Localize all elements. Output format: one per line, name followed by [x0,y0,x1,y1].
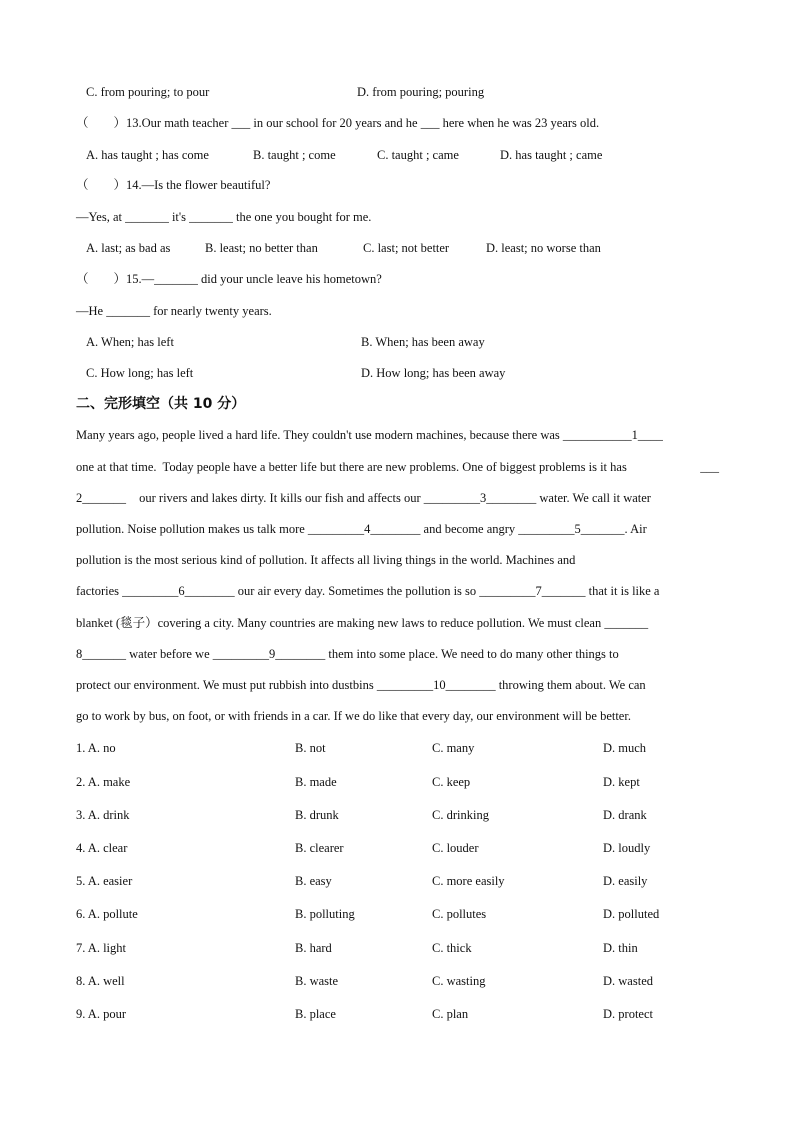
q15-stem: （ ）15.—_______ did your uncle leave his hometown? [76,272,382,286]
cloze-7-option-c: C. thick [432,941,472,955]
cloze-4-option-a: 4. A. clear [76,841,128,855]
passage-line-2-blank: ___ [700,460,719,474]
cloze-6-option-c: C. pollutes [432,907,487,921]
cloze-9-option-c: C. plan [432,1007,469,1021]
section-heading: 二、完形填空（共 10 分） [76,396,246,412]
q13-option-b: B. taught ; come [253,148,336,162]
cloze-9-option-b: B. place [295,1007,336,1021]
cloze-4-option-d: D. loudly [603,841,651,855]
cloze-3-option-b: B. drunk [295,808,339,822]
q13-option-c: C. taught ; came [377,148,459,162]
cloze-1-option-b: B. not [295,741,326,755]
passage-line-7: blanket (毯子）covering a city. Many countries are making new laws to reduce pollution. We must clean _______ [76,616,649,630]
cloze-9-option-d: D. protect [603,1007,653,1021]
cloze-2-option-b: B. made [295,775,337,789]
cloze-1-option-d: D. much [603,741,647,755]
q15-reply: —He _______ for nearly twenty years. [76,304,272,318]
passage-line-3 [76,490,651,506]
cloze-5-option-a: 5. A. easier [76,874,133,888]
cloze-3-option-d: D. drank [603,808,647,822]
passage-line-10: go to work by bus, on foot, or with friends in a car. If we do like that every day, our environment will be better. [76,709,631,723]
passage-line-2-text: one at that time. Today people have a better life but there are new problems. One of biggest problems is it has [76,460,627,474]
q12-option-d: D. from pouring; pouring [357,85,485,99]
cloze-8-option-d: D. wasted [603,974,653,988]
cloze-3-option-c: C. drinking [432,808,489,822]
q14-option-b: B. least; no better than [205,241,318,255]
cloze-2-option-c: C. keep [432,775,471,789]
cloze-2-option-a: 2. A. make [76,775,131,789]
cloze-3-option-a: 3. A. drink [76,808,130,822]
cloze-7-option-b: B. hard [295,941,332,955]
q14-option-c: C. last; not better [363,241,450,255]
passage-line-3-text: our rivers and lakes dirty. It kills our fish and affects our _________3________ water. We call it water [139,491,651,505]
passage-line-6: factories _________6________ our air every day. Sometimes the pollution is so _________7_______ that it is like a [76,584,660,598]
passage-line-5: pollution is the most serious kind of pollution. It affects all living things in the world. Machines and [76,553,576,567]
cloze-8-option-b: B. waste [295,974,339,988]
cloze-6-option-d: D. polluted [603,907,660,921]
cloze-8-option-c: C. wasting [432,974,486,988]
cloze-9-option-a: 9. A. pour [76,1007,126,1021]
cloze-7-option-d: D. thin [603,941,638,955]
cloze-4-option-b: B. clearer [295,841,344,855]
q14-option-a: A. last; as bad as [86,241,171,255]
cloze-2-option-d: D. kept [603,775,640,789]
q15-option-b: B. When; has been away [361,335,485,349]
cloze-1-option-a: 1. A. no [76,741,116,755]
q13-option-a: A. has taught ; has come [86,148,209,162]
passage-line-2 [76,459,719,475]
cloze-6-option-b: B. polluting [295,907,355,921]
q15-option-d: D. How long; has been away [361,366,506,380]
cloze-5-option-c: C. more easily [432,874,505,888]
cloze-5-option-d: D. easily [603,874,648,888]
q14-reply: —Yes, at _______ it's _______ the one you bought for me. [76,210,372,224]
q14-stem: （ ）14.—Is the flower beautiful? [76,178,271,192]
passage-line-1: Many years ago, people lived a hard life. They couldn't use modern machines, because there was ___________1____ [76,428,663,442]
cloze-7-option-a: 7. A. light [76,941,127,955]
cloze-5-option-b: B. easy [295,874,332,888]
cloze-4-option-c: C. louder [432,841,479,855]
q15-option-c: C. How long; has left [86,366,194,380]
q14-option-d: D. least; no worse than [486,241,601,255]
q13-stem: （ ）13.Our math teacher ___ in our school for 20 years and he ___ here when he was 23 years old. [76,116,600,130]
passage-line-9: protect our environment. We must put rubbish into dustbins _________10________ throwing them about. We can [76,678,646,692]
q13-option-d: D. has taught ; came [500,148,603,162]
passage-line-8: 8_______ water before we _________9________ them into some place. We need to do many other things to [76,647,619,661]
q15-option-a: A. When; has left [86,335,174,349]
cloze-8-option-a: 8. A. well [76,974,125,988]
passage-blank-2: 2_______ [76,491,126,505]
cloze-1-option-c: C. many [432,741,475,755]
q12-option-c: C. from pouring; to pour [86,85,210,99]
passage-line-4: pollution. Noise pollution makes us talk more _________4________ and become angry _________5_______. Air [76,522,647,536]
cloze-6-option-a: 6. A. pollute [76,907,138,921]
